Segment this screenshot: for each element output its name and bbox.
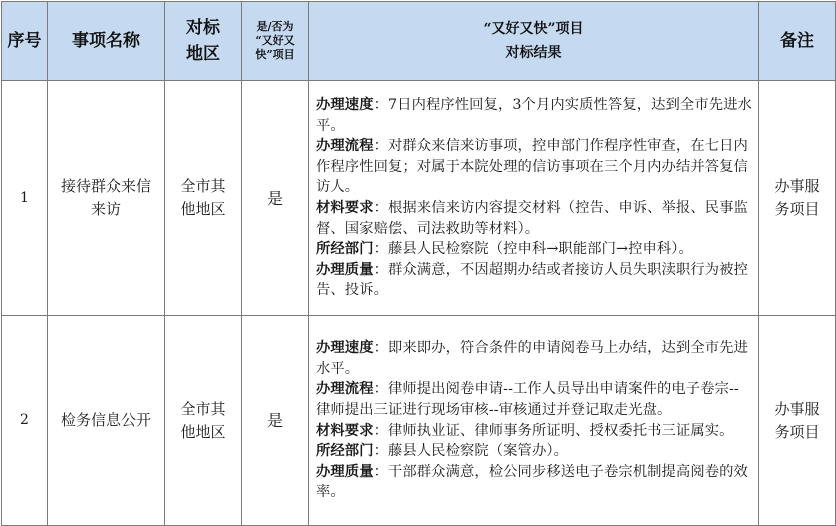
quality-label: 办理质量 [316,463,374,480]
header-remark: 备注 [759,2,836,81]
header-benchmark-region [165,2,242,81]
remark-line2: 务项目 [774,200,820,218]
dept-paragraph [316,441,752,462]
quality-paragraph [316,462,752,503]
header-row [2,2,836,81]
material-label: 材料要求 [316,422,374,439]
item-name-line2: 来访 [90,200,121,218]
header-region-line2: 地区 [186,44,220,64]
remark-line1: 办事服 [774,177,820,195]
row-benchmark-result [309,81,759,316]
header-flag-line2: “又好又 [255,34,295,47]
header-result-line1: “又好又快”项目 [483,21,584,37]
process-label: 办理流程 [316,138,374,155]
process-text: ：对群众来信来访事项，控申部门作程序性审查，在七日内作程序性回复；对属于本院处理的信访事项在三个月内办结并答复信访人。 [316,138,748,196]
header-region-line1: 对标 [186,18,220,38]
region-line2: 他地区 [180,422,226,441]
dept-label: 所经部门 [316,241,374,258]
speed-paragraph [316,338,752,379]
header-result-line2: 对标结果 [505,45,562,61]
remark-line2: 务项目 [774,422,820,441]
speed-paragraph [316,95,752,136]
material-text: ：律师执业证、律师事务所证明、授权委托书三证属实。 [373,422,734,439]
row-region [165,81,242,316]
row-item-name [48,81,165,316]
table-row [2,81,836,316]
header-benchmark-result [309,2,759,81]
row-region [165,316,242,526]
item-name-line1: 接待群众来信 [60,177,151,195]
quality-paragraph [316,260,752,301]
row-is-project: 是 [242,316,309,526]
header-flag-line3: 快”项目 [255,48,295,61]
dept-text: ：藤县人民检察院（案管办）。 [373,443,568,460]
dept-paragraph [316,239,752,260]
process-paragraph [316,379,752,420]
row-remark [759,81,836,316]
region-line2: 他地区 [180,200,226,218]
row-benchmark-result [309,316,759,526]
row-index: 1 [2,81,48,316]
region-line1: 全市其 [180,399,226,418]
material-text: ：根据来信来访内容提交材料（控告、申诉、举报、民事监督、国家赔偿、司法救助等材料）。 [316,200,748,237]
row-index: 2 [2,316,48,526]
header-project-flag [242,2,309,81]
speed-label: 办理速度 [316,340,374,357]
quality-label: 办理质量 [316,261,374,278]
header-index: 序号 [2,2,48,81]
material-paragraph [316,421,752,442]
speed-text: ：7日内程序性回复，3个月内实质性答复，达到全市先进水平。 [316,97,752,134]
table-row [2,316,836,526]
speed-label: 办理速度 [316,97,374,114]
row-is-project: 是 [242,81,309,316]
remark-line1: 办事服 [774,399,820,418]
process-paragraph [316,136,752,198]
quality-text: ：群众满意，不因超期办结或者接访人员失职渎职行为被控告、投诉。 [316,261,748,299]
region-line1: 全市其 [180,177,226,195]
item-name-line1: 检务信息公开 [60,411,151,429]
material-paragraph [316,198,752,239]
header-item-name: 事项名称 [48,2,165,81]
speed-text: ：即来即办，符合条件的申请阅卷马上办结，达到全市先进水平。 [316,340,748,377]
process-text: ：律师提出阅卷申请--工作人员导出申请案件的电子卷宗--律师提出三证进行现场审核--审核通过并登记取走光盘。 [316,381,739,418]
dept-text: ：藤县人民检察院（控申科→职能部门→控申科）。 [373,241,693,258]
process-label: 办理流程 [316,381,374,398]
row-item-name [48,316,165,526]
matters-table [1,1,836,526]
material-label: 材料要求 [316,200,374,216]
header-flag-line1: 是/否为 [256,20,294,33]
quality-text: ：干部群众满意，检公同步移送电子卷宗机制提高阅卷的效率。 [316,463,748,501]
row-remark [759,316,836,526]
dept-label: 所经部门 [316,443,374,460]
